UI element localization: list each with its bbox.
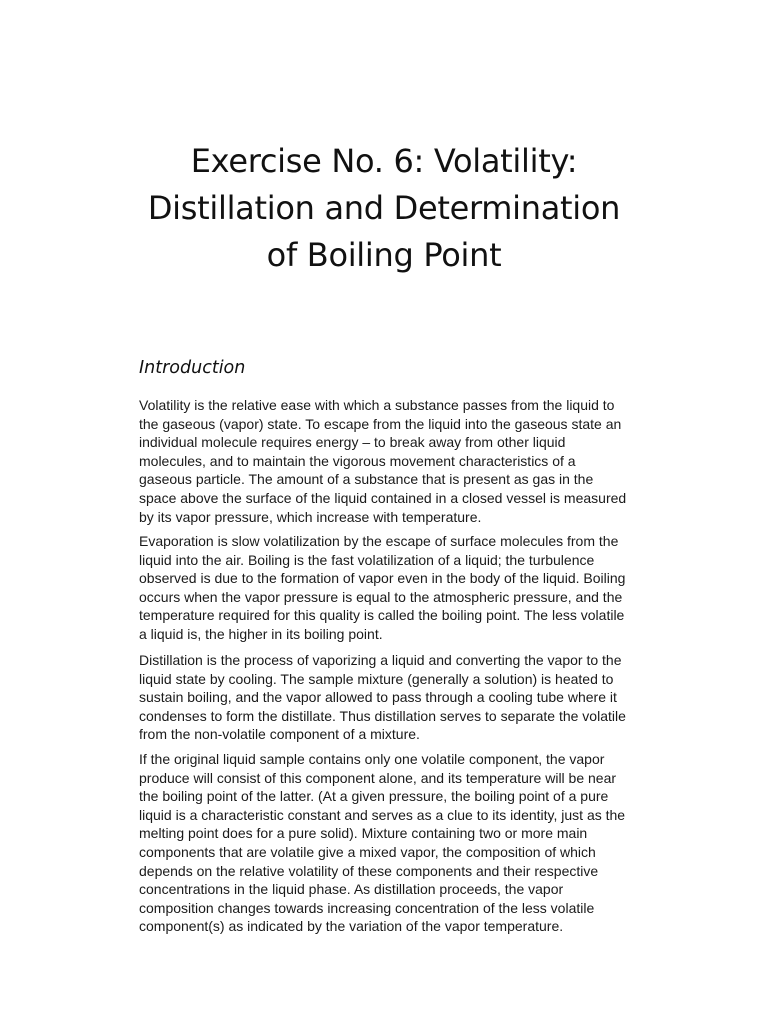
paragraph-evaporation: Evaporation is slow volatilization by the escape of surface molecules from the liquid into the air. Boiling is the fast volatilization of a liquid; the turbulence observed is due to the formation of vapor even in the body of the liquid. Boiling occurs when the vapor pressure is equal to the atmospheric pressure, and the temperature required for this quality is called the boiling point. The less volatile a liquid is, the higher in its boiling point. (139, 533, 626, 642)
paragraph-volatility: Volatility is the relative ease with which a substance passes from the liquid to the gaseous (vapor) state. To escape from the liquid into the gaseous state an individual molecule requires energy – to break away from other liquid molecules, and to maintain the vigorous movement characteristics of a gaseous particle. The amount of a substance that is present as gas in the space above the surface of the liquid contained in a closed vessel is measured by its vapor pressure, which increase with temperature. (139, 397, 627, 525)
paragraph-distillation: Distillation is the process of vaporizing a liquid and converting the vapor to the liquid state by cooling. The sample mixture (generally a solution) is heated to sustain boiling, and the vapor allowed to pass through a cooling tube where it condenses to form the distillate. Thus distillation serves to separate the volatile from the non-volatile component of a mixture. (139, 652, 626, 743)
section-heading-introduction: Introduction (139, 358, 246, 378)
paragraph-vapor-composition: If the original liquid sample contains only one volatile component, the vapor produce will consist of this component alone, and its temperature will be near the boiling point of the latter. (At a given pressure, the boiling point of a pure liquid is a characteristic constant and serves as a clue to its identity, just as the melting point does for a pure solid). Mixture containing two or more main components that are volatile give a mixed vapor, the composition of which depends on the relative volatility of these components and their respective concentrations in the liquid phase. As distillation proceeds, the vapor composition changes towards increasing concentration of the less volatile component(s) as indicated by the variation of the vapor temperature. (139, 751, 626, 935)
document-title: Exercise No. 6: Volatility: Distillation and Determination of Boiling Point (147, 142, 621, 274)
